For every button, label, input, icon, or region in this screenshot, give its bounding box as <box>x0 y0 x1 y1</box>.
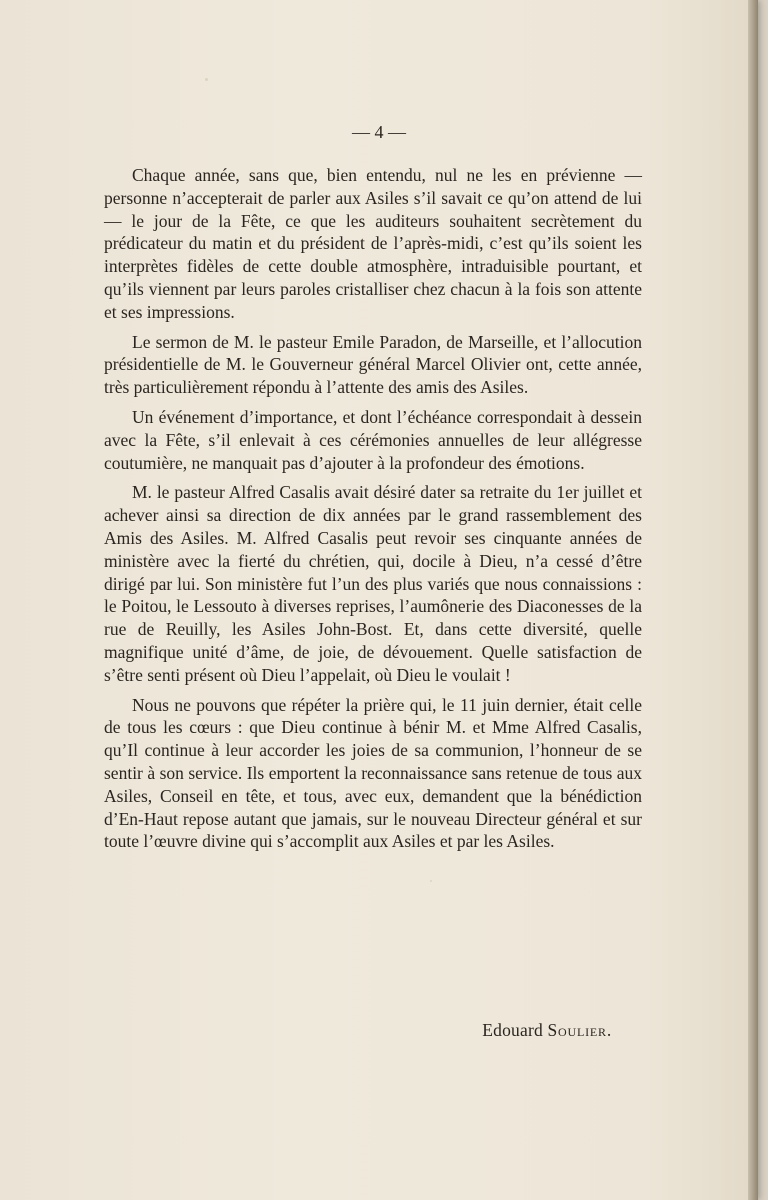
signature-first-name: Edouard <box>482 1020 543 1040</box>
paragraph: Chaque année, sans que, bien entendu, nul ne les en prévienne — personne n’accepterait de parler aux Asiles s’il savait ce qu’on attend de lui — le jour de la Fête, ce que les auditeurs souhaitent secrètement du prédicateur du matin et du président de l’après-midi, c’est qu’ils soient les interprètes fidèles de cette double atmosphère, intraduisible pourtant, et qu’ils viennent par leurs paroles cristalliser chez chacun à la fois son attente et ses impressions. <box>104 165 642 322</box>
paragraph: M. le pasteur Alfred Casalis avait désiré dater sa retraite du 1er juillet et achever ainsi sa direction de dix années par le grand rassemblement des Amis des Asiles. M. Alfred Casalis peut revoir ses cinquante années de ministère avec la fierté du chrétien, qui, docile à Dieu, n’a cessé d’être dirigé par lui. Son ministère fut l’un des plus variés que nous connaissions : le Poitou, le Lessouto à diverses reprises, l’aumônerie des Diaconesses de la rue de Reuilly, les Asiles John-Bost. Et, dans cette diversité, quelle magnifique unité d’âme, de joie, de dévouement. Quelle satisfaction de s’être senti présent où Dieu l’appelait, où Dieu le voulait ! <box>104 482 642 685</box>
signature-last-name: Soulier. <box>547 1020 612 1040</box>
paragraph: Le sermon de M. le pasteur Emile Paradon, de Marseille, et l’allocution présidentielle de M. le Gouverneur général Marcel Olivier ont, cette année, très particulièrement répondu à l’attente des amis des Asiles. <box>104 331 642 398</box>
page-number: — 4 — <box>352 122 406 142</box>
paragraph: Nous ne pouvons que répéter la prière qui, le 11 juin dernier, était celle de tous les cœurs : que Dieu continue à bénir M. et Mme Alfred Casalis, qu’Il continue à leur accorder les joies de sa communion, l’honneur de se sentir à son service. Ils emportent la reconnaissance sans retenue de tous aux Asiles, Conseil en tête, et tous, avec eux, demandent que la bénédiction d’En-Haut repose autant que jamais, sur le nouveau Directeur général et sur toute l’œuvre divine qui s’accomplit aux Asiles et par les Asiles. <box>104 694 642 852</box>
page-edge <box>748 0 758 1200</box>
body-text <box>104 164 642 860</box>
paper-speck <box>205 78 208 81</box>
paper-speck <box>430 880 432 882</box>
paragraph: Un événement d’importance, et dont l’échéance correspondait à dessein avec la Fête, s’il enlevait à ces cérémonies annuelles de leur allégresse coutumière, ne manquait pas d’ajouter à la profondeur des émotions. <box>104 406 642 473</box>
signature <box>0 1020 612 1041</box>
